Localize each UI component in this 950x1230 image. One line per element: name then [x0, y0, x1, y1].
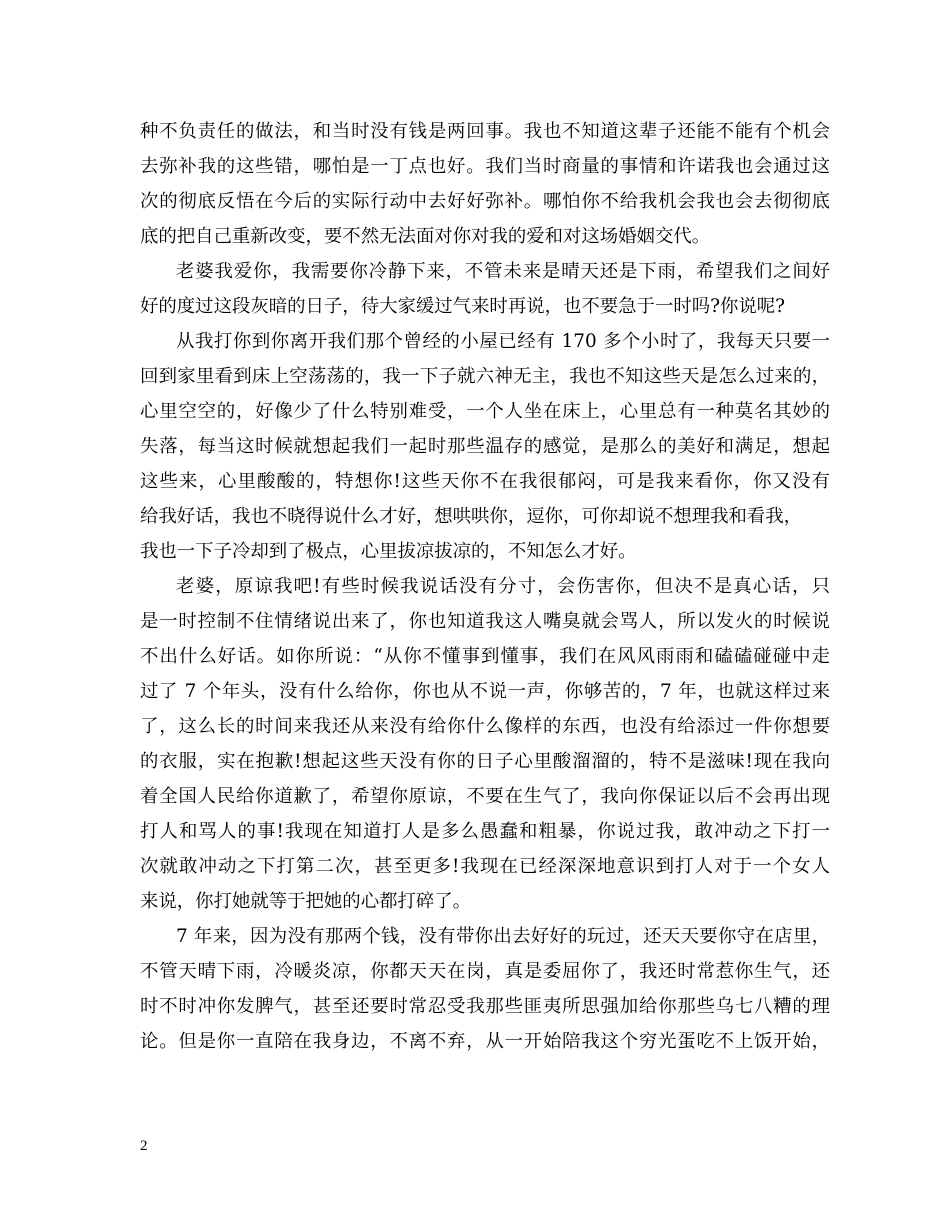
text-line: 失落，每当这时候就想起我们一起时那些温存的感觉，是那么的美好和满足，想起: [140, 436, 830, 457]
paragraph-5: [140, 919, 830, 1059]
text-line: 底的把自己重新改变，要不然无法面对你对我的爱和对这场婚姻交代。: [140, 226, 711, 247]
text-line: 好的度过这段灰暗的日子，待大家缓过气来时再说，也不要急于一时吗?你说呢?: [140, 296, 786, 317]
text-line: 着全国人民给你道歉了，希望你原谅，不要在生气了，我向你保证以后不会再出现: [140, 786, 830, 807]
text-line: 我也一下子冷却到了极点，心里拔凉拔凉的，不知怎么才好。: [140, 541, 637, 562]
paragraph-3: [140, 324, 830, 569]
text-line: 是一时控制不住情绪说出来了，你也知道我这人嘴臭就会骂人，所以发火的时候说: [140, 611, 830, 632]
text-line: 的衣服，实在抱歉!想起这些天没有你的日子心里酸溜溜的，特不是滋味!现在我向: [140, 751, 830, 772]
text-line: 论。但是你一直陪在我身边，不离不弃，从一开始陪我这个穷光蛋吃不上饭开始，: [140, 1031, 830, 1052]
paragraph-4: [140, 569, 830, 919]
body-text: [140, 114, 830, 1059]
text-line: 不管天晴下雨，冷暖炎凉，你都天天在岗，真是委屈你了，我还时常惹你生气，还: [140, 961, 830, 982]
text-line: 了，这么长的时间来我还从来没有给你什么像样的东西，也没有给添过一件你想要: [140, 716, 830, 737]
text-line: 来说，你打她就等于把她的心都打碎了。: [140, 891, 472, 912]
text-line: 种不负责任的做法，和当时没有钱是两回事。我也不知道这辈子还能不能有个机会: [140, 121, 830, 142]
text-line: 老婆我爱你，我需要你冷静下来，不管未来是晴天还是下雨，希望我们之间好: [176, 261, 830, 282]
paragraph-2: [140, 254, 830, 324]
text-line: 次的彻底反悟在今后的实际行动中去好好弥补。哪怕你不给我机会我也会去彻彻底: [140, 191, 830, 212]
paragraph-1: [140, 114, 830, 254]
text-line: 不出什么好话。如你所说：“从你不懂事到懂事，我们在风风雨雨和磕磕碰碰中走: [140, 646, 830, 667]
text-line: 时不时冲你发脾气，甚至还要时常忍受我那些匪夷所思强加给你那些乌七八糟的理: [140, 996, 830, 1017]
text-line: 去弥补我的这些错，哪怕是一丁点也好。我们当时商量的事情和许诺我也会通过这: [140, 156, 830, 177]
text-line: 从我打你到你离开我们那个曾经的小屋已经有 170 多个小时了，我每天只要一: [176, 331, 830, 352]
text-line: 心里空空的，好像少了什么特别难受，一个人坐在床上，心里总有一种莫名其妙的: [140, 401, 830, 422]
text-line: 7 年来，因为没有那两个钱，没有带你出去好好的玩过，还天天要你守在店里，: [176, 926, 830, 947]
text-line: 次就敢冲动之下打第二次，甚至更多!我现在已经深深地意识到打人对于一个女人: [140, 856, 830, 877]
text-line: 过了 7 个年头，没有什么给你，你也从不说一声，你够苦的，7 年，也就这样过来: [140, 681, 830, 702]
text-line: 给我好话，我也不晓得说什么才好，想哄哄你，逗你，可你却说不想理我和看我，: [140, 506, 803, 527]
text-line: 打人和骂人的事!我现在知道打人是多么愚蠢和粗暴，你说过我，敢冲动之下打一: [140, 821, 830, 842]
text-line: 这些来，心里酸酸的，特想你!这些天你不在我很郁闷，可是我来看你，你又没有: [140, 471, 830, 492]
page-number: 2: [140, 1138, 148, 1154]
text-line: 老婆，原谅我吧!有些时候我说话没有分寸，会伤害你，但决不是真心话，只: [176, 576, 830, 597]
text-line: 回到家里看到床上空荡荡的，我一下子就六神无主，我也不知这些天是怎么过来的，: [140, 366, 830, 387]
